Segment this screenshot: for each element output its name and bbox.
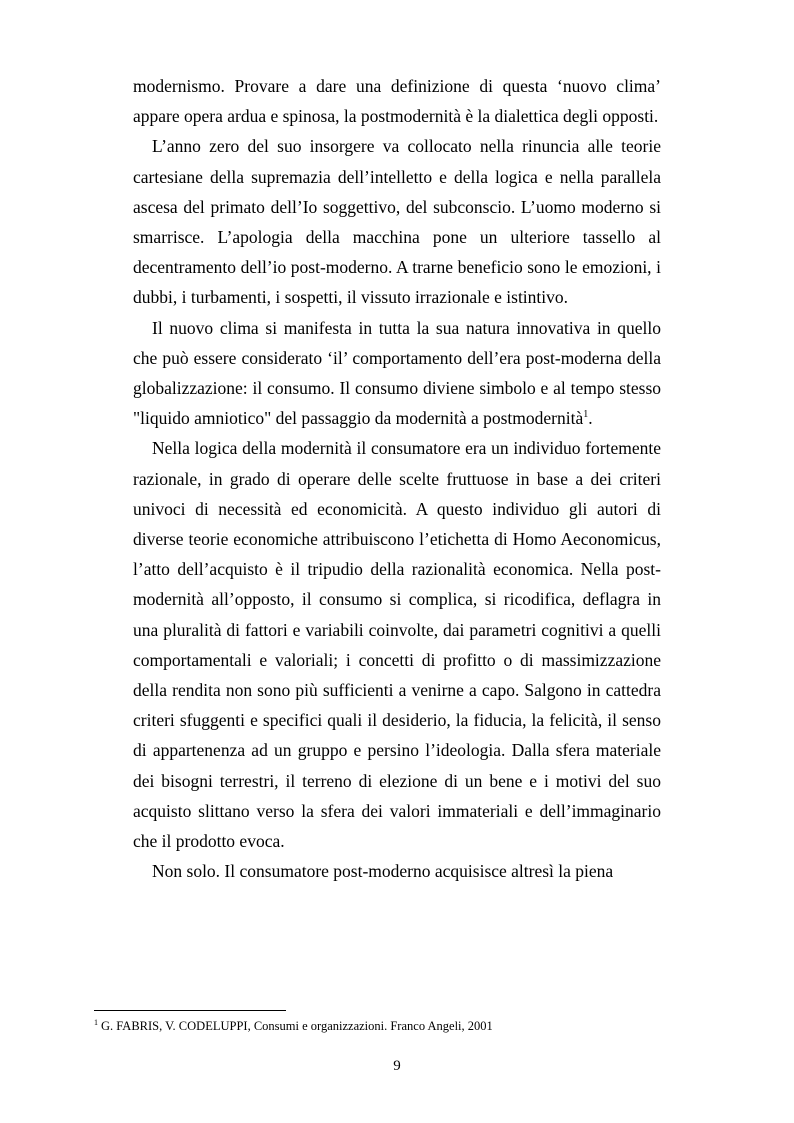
paragraph-5: Non solo. Il consumatore post-moderno acquisisce altresì la piena xyxy=(152,861,614,882)
footnote-reference[interactable]: 1 xyxy=(583,409,589,421)
footnote-mark: 1 xyxy=(94,1017,98,1027)
footnote-divider xyxy=(94,1010,286,1011)
page-body xyxy=(133,71,661,886)
page-number: 9 xyxy=(393,1058,401,1074)
paragraph-3-end: . xyxy=(588,408,593,429)
paragraph-3 xyxy=(133,313,661,434)
paragraph-2: L’anno zero del suo insorgere va collocato nella rinuncia alle teorie cartesiane della supremazia dell’intelletto e della logica e nella parallela ascesa del primato dell’Io soggettivo, del subconscio. L’uomo moderno si smarrisce. L’apologia della macchina pone un ulteriore tassello al decentramento dell’io post-moderno. A trarne beneficio sono le emozioni, i dubbi, i turbamenti, i sospetti, il vissuto irrazionale e istintivo. xyxy=(133,136,661,308)
footnote xyxy=(94,1018,694,1034)
paragraph-1: modernismo. Provare a dare una definizione di questa ‘nuovo clima’ appare opera ardua e spinosa, la postmodernità è la dialettica degli opposti. xyxy=(133,76,661,127)
paragraph-4: Nella logica della modernità il consumatore era un individuo fortemente razionale, in grado di operare delle scelte fruttuose in base a dei criteri univoci di necessità ed economicità. A questo individuo gli autori di diverse teorie economiche attribuiscono l’etichetta di Homo Aeconomicus, l’atto dell’acquisto è il tripudio della razionalità economica. Nella post-modernità all’opposto, il consumo si complica, si ricodifica, deflagra in una pluralità di fattori e variabili coinvolte, dai parametri cognitivi a quelli comportamentali e valoriali; i concetti di profitto o di massimizzazione della rendita non sono più sufficienti a venirne a capo. Salgono in cattedra criteri sfuggenti e specifici quali il desiderio, la fiducia, la felicità, il senso di appartenenza ad un gruppo e persino l’ideologia. Dalla sfera materiale dei bisogni terrestri, il terreno di elezione di un bene e i motivi del suo acquisto slittano verso la sfera dei valori immateriali e dell’immaginario che il prodotto evoca. xyxy=(133,438,661,852)
paragraph-3-text: Il nuovo clima si manifesta in tutta la sua natura innovativa in quello che può essere considerato ‘il’ comportamento dell’era post-moderna della globalizzazione: il consumo. Il consumo diviene simbolo e al tempo stesso "liquido amniotico" del passaggio da modernità a postmodernità xyxy=(133,317,661,429)
footnote-text: G. FABRIS, V. CODELUPPI, Consumi e organizzazioni. Franco Angeli, 2001 xyxy=(101,1019,493,1033)
